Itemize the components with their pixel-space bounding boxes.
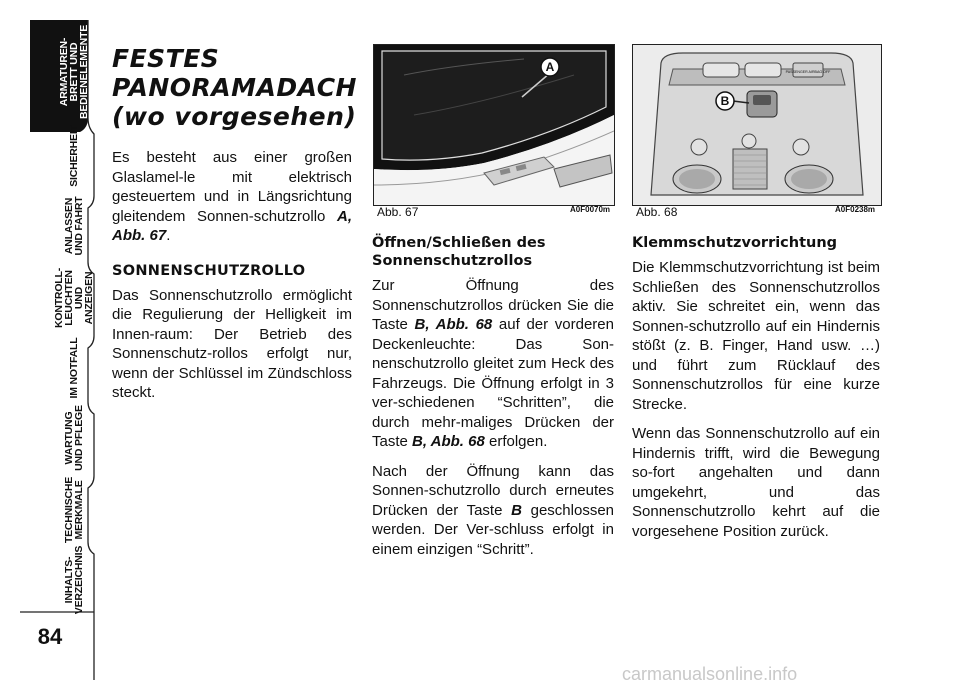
title-line-3: (wo vorgesehen): [112, 102, 357, 131]
tab-technische-merkmale[interactable]: TECHNISCHE MERKMALE: [63, 476, 85, 544]
tab-anlassen-und-fahrt[interactable]: ANLASSEN UND FAHRT: [63, 196, 85, 256]
callout-b-label: B: [720, 94, 730, 108]
figure-67-panorama-roof: [373, 44, 615, 206]
chapter-tabs: [0, 0, 100, 692]
tab-inhaltsverzeichnis[interactable]: INHALTS- VERZEICHNIS: [63, 545, 85, 615]
figure-68-label: Abb. 68: [636, 205, 678, 219]
section-title-klemmschutz: Klemmschutzvorrichtung: [632, 235, 838, 251]
title-line-2: PANORAMADACH: [112, 73, 357, 102]
figure-68-code: A0F0238m: [835, 205, 876, 214]
section-paragraph: Das Sonnenschutzrollo ermöglicht die Regulierung der Helligkeit im Innen-raum: Der Betrieb des Sonnenschutz-rollos erfolgt nur, wenn der Schlüssel im Zündschloss steckt.: [112, 286, 352, 401]
figure-ref-67: A, Abb. 67: [112, 207, 352, 244]
title-line-1: FESTES: [112, 44, 220, 73]
tab-sicherheit[interactable]: SICHERHEIT: [68, 125, 80, 187]
column-2: [372, 234, 614, 559]
page-title: [112, 44, 357, 131]
tab-wartung-und-pflege[interactable]: WARTUNG UND PFLEGE: [63, 405, 85, 471]
callout-a-label: A: [545, 60, 555, 74]
section-title-sonnenschutzrollo: SONNENSCHUTZROLLO: [112, 262, 306, 279]
close-paragraph: Nach der Öffnung kann das Sonnen-schutzrollo durch erneutes Drücken der Taste B geschlossen werden. Der Ver-schluss erfolgt in einem einzigen “Schritt”.: [372, 462, 614, 558]
tab-im-notfall[interactable]: IM NOTFALL: [68, 337, 80, 399]
watermark: carmanualsonline.info: [622, 664, 798, 684]
column-3: [632, 234, 880, 541]
intro-paragraph: Es besteht aus einer großen Glaslamel-le mit elektrisch gesteuertem und in Längsrichtung gleitendem Sonnen-schutzrollo A, Abb. 67.: [112, 149, 352, 244]
tab-kontrollleuchten[interactable]: KONTROLL- LEUCHTEN UND ANZEIGEN: [53, 267, 95, 329]
ceiling-light-illustration: [633, 45, 881, 205]
figure-ref-68a: B, Abb. 68: [414, 316, 493, 333]
tab-armaturenbrett[interactable]: ARMATUREN- BRETT UND BEDIENELEMENTE: [58, 24, 90, 120]
figure-68-ceiling-light: [632, 44, 882, 206]
column-1: [112, 148, 352, 403]
open-paragraph: Zur Öffnung des Sonnenschutzrollos drücken Sie die Taste B, Abb. 68 auf der vorderen Deckenleuchte: Das Son-nenschutzrollo gleitet zum Heck des Fahrzeugs. Die Öffnung erfolgt in 3 ver-schiedenen “Schritten”, die durch mehr-maliges Drücken der Taste B, Abb. 68 erfolgen.: [372, 277, 614, 450]
button-ref-b: B: [511, 501, 522, 519]
section-title-oeffnen-schliessen: Öffnen/Schließen des Sonnenschutzrollos: [372, 235, 546, 269]
page-number: 84: [37, 624, 63, 649]
airbag-off-label: PASSENGER AIRBAG OFF: [785, 70, 831, 74]
figure-ref-68b: B, Abb. 68: [412, 433, 485, 450]
klemmschutz-paragraph-2: Wenn das Sonnenschutzrollo auf ein Hindernis trifft, wird die Bewegung so-fort angehalten und dann umgekehrt, und das Sonnenschutzrollo kehrt auf die vorgesehene Position zurück.: [632, 425, 880, 540]
figure-67-label: Abb. 67: [377, 205, 419, 219]
roof-illustration: [374, 45, 614, 205]
klemmschutz-paragraph-1: Die Klemmschutzvorrichtung ist beim Schließen des Sonnenschutzrollos aktiv. Sie schreitet ein, wenn das Sonnen-schutzrollo auf ein Hindernis stößt (z. B. Finger, Hand usw. …) und führt zum Rücklauf des Sonnenschutzrollos für eine kurze Strecke.: [632, 259, 880, 413]
figure-67-code: A0F0070m: [570, 205, 611, 214]
